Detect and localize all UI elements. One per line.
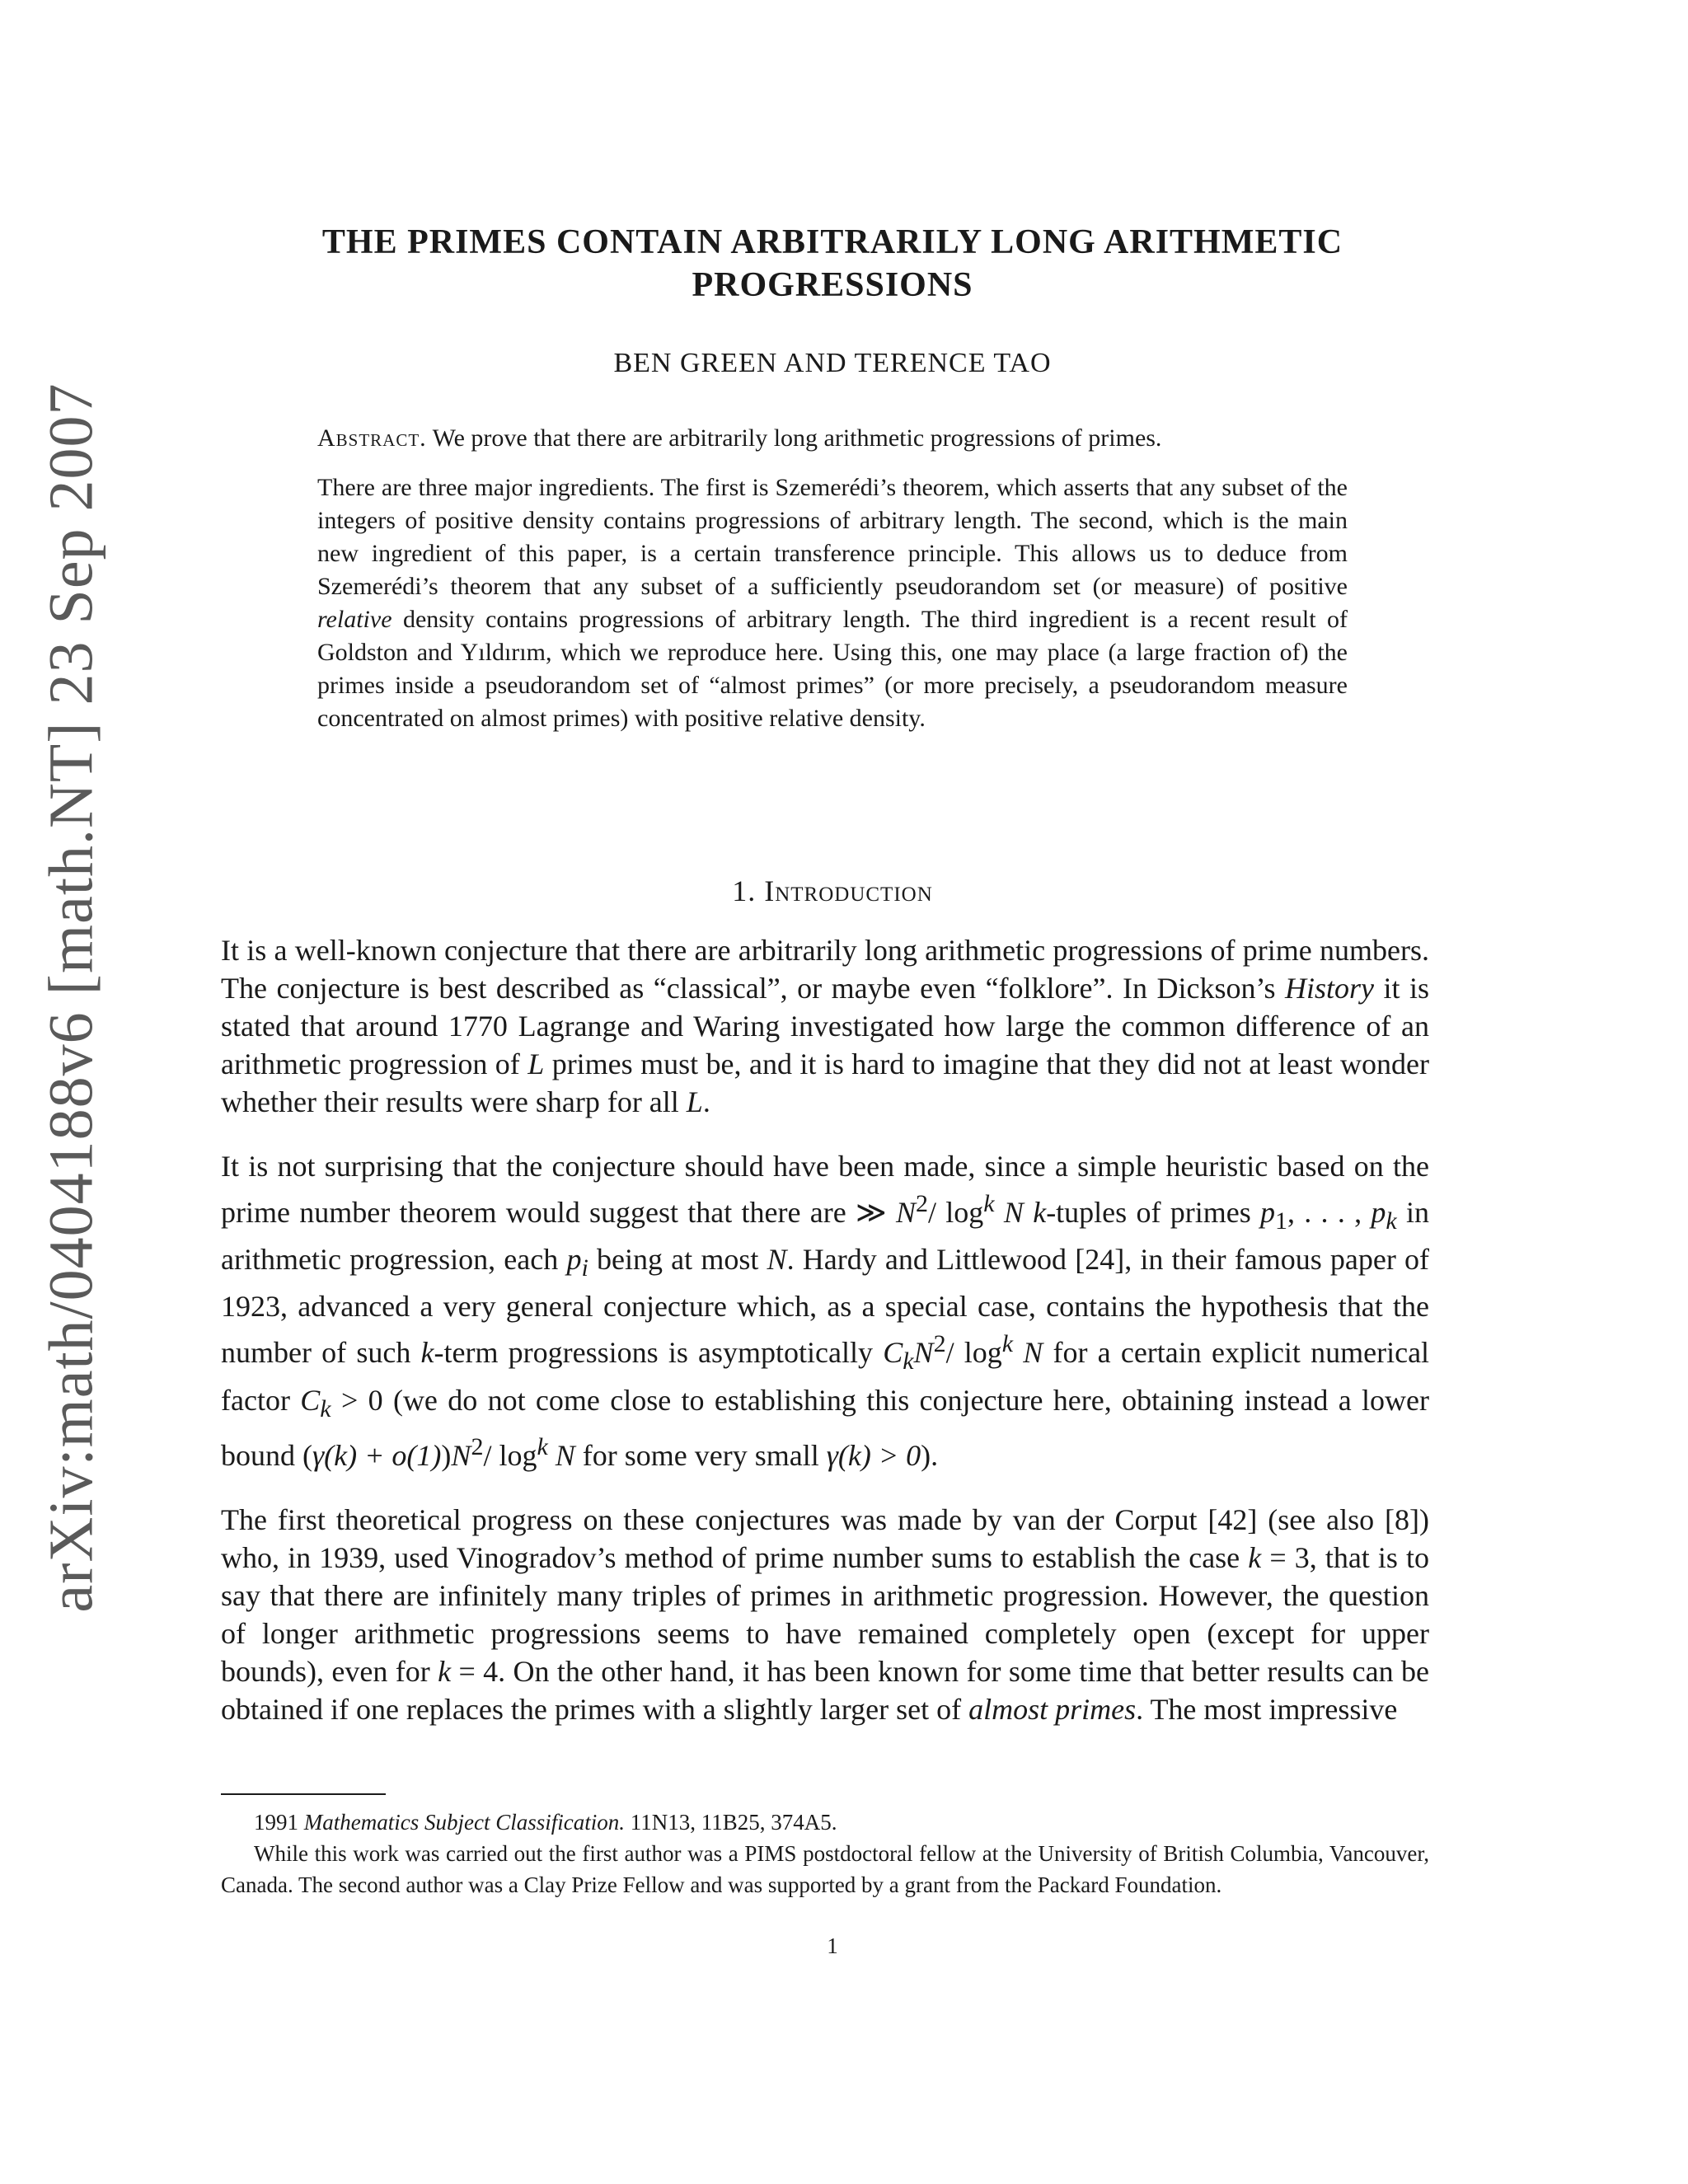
- footnote-msc: [221, 1807, 1429, 1838]
- math: p: [566, 1243, 582, 1277]
- section-heading-introduction: 1. Introduction: [732, 874, 933, 907]
- text: in arithmetic progression, each: [221, 1196, 1430, 1277]
- math: / log: [483, 1438, 537, 1472]
- paragraph-3: [221, 1501, 1429, 1728]
- math: k: [420, 1336, 434, 1370]
- text: .: [702, 1085, 710, 1118]
- math: k: [438, 1654, 452, 1688]
- abstract-first-text: We prove that there are arbitrarily long arithmetic progressions of primes.: [432, 424, 1162, 452]
- math: γ(k) > 0: [826, 1438, 921, 1472]
- abstract-body-paragraph: [317, 471, 1348, 735]
- abstract: [317, 422, 1348, 752]
- body-text: [221, 931, 1429, 1755]
- math: / log: [945, 1336, 1002, 1370]
- footnote-funding: While this work was carried out the first author was a PIMS postdoctoral fellow at the University of British Columbia, Vancouver, Canada. The second author was a Clay Prize Fellow and was supported by a grant from the Packard Foundation.: [221, 1841, 1429, 1897]
- abstract-label: Abstract.: [317, 424, 427, 452]
- text: it is stated that around 1770 Lagrange and Waring investigated how large the common difference of an arithmetic progression of: [221, 972, 1429, 1080]
- math: k: [983, 1190, 995, 1217]
- math: N: [767, 1243, 787, 1277]
- math: C: [883, 1336, 903, 1370]
- arxiv-stamp: [35, 382, 109, 1613]
- footnotes: [221, 1807, 1429, 1900]
- emphasis-almost-primes: almost primes: [968, 1692, 1137, 1726]
- math: 1: [1274, 1207, 1287, 1235]
- math-L: L: [686, 1085, 703, 1118]
- math: k: [537, 1432, 548, 1460]
- math: N: [1023, 1336, 1043, 1370]
- math: N: [913, 1336, 934, 1370]
- abstract-first-paragraph: [317, 422, 1348, 455]
- paragraph-2: It is not surprising that the conjecture should have been made, since a simple heuristic based on the prime number theorem would suggest that there are ≫ $N^2/$ $\log^k N$ k-tuples of primes $p_1$, . . . , $p_k$ in arithmetic progression, each $p_i$ being at most N. Hardy and Littlewood [24], in their famous paper of 1923, advanced a very general conjecture which, as a special case, contains the hypothesis that the number of such k-term progressions is asymptotically $C_kN^2/$ $\log^k N$ for a certain explicit numerical factor $C_k > 0$ (we do not come close to establishing this conjecture here, obtaining instead a lower bound $(\gamma(k) + o(1))N^2/$ $\log^k N$ for some very small γ(k) > 0).: [221, 1150, 1430, 1472]
- math: , . . . ,: [1287, 1196, 1362, 1229]
- math: 2: [933, 1330, 946, 1358]
- text: being at most: [596, 1243, 759, 1277]
- math: N: [1003, 1196, 1024, 1229]
- abstract-text: density contains progressions of arbitrary length. The third ingredient is a recent result of Goldston and Yıldırım, which we reproduce here. Using this, one may place (a large fraction of) the primes inside a pseudorandom set of “almost primes” (or more precisely, a pseudorandom measure concentrated on almost primes) with positive relative density.: [317, 606, 1348, 732]
- arxiv-stamp-text: arXiv:math/0404188v6 [math.NT] 23 Sep 2007: [36, 382, 106, 1613]
- page-number: 1: [827, 1933, 838, 1958]
- footnote-rule: [221, 1793, 386, 1795]
- math: p: [1259, 1196, 1275, 1229]
- text: = 3, that is to say that there are infinitely many triples of primes in arithmetic progression. However, the question of longer arithmetic progressions seems to have remained completely open (except for upper bounds), even for: [221, 1540, 1430, 1688]
- text: > 0 (we do not come close to establishing this conjecture here, obtaining instead a lower bound (: [221, 1383, 1430, 1472]
- math: N: [895, 1196, 916, 1229]
- msc-year: 1991: [254, 1810, 298, 1835]
- text: primes must be, and it is hard to imagine that they did not at least wonder whether their results were sharp for all: [221, 1047, 1430, 1118]
- math: k: [903, 1347, 914, 1376]
- math: k: [1248, 1540, 1262, 1574]
- abstract-emphasis-relative: relative: [317, 606, 392, 633]
- paper-authors: BEN GREEN AND TERENCE TAO: [613, 348, 1052, 378]
- math: γ(k) + o(1): [312, 1438, 442, 1472]
- text: -term progressions is asymptotically: [434, 1336, 873, 1370]
- paper-title-line-2: PROGRESSIONS: [692, 266, 973, 304]
- text: -tuples of primes: [1046, 1196, 1251, 1229]
- text: for a certain explicit numerical factor: [221, 1336, 1430, 1417]
- math: p: [1371, 1196, 1386, 1229]
- math-L: L: [528, 1047, 545, 1080]
- paragraph-1: [221, 931, 1429, 1121]
- math: / log: [928, 1196, 984, 1229]
- msc-label: Mathematics Subject Classification.: [303, 1810, 625, 1835]
- paper-title: [223, 221, 1442, 307]
- math: k: [1001, 1330, 1014, 1358]
- text: It is not surprising that the conjecture should have been made, since a simple heuristic based on the prime number theorem would suggest that there are ≫: [221, 1150, 1429, 1229]
- msc-codes: 11N13, 11B25, 374A5.: [630, 1810, 837, 1835]
- text: . The most impressive: [1136, 1692, 1398, 1726]
- abstract-text: There are three major ingredients. The first is Szemerédi’s theorem, which asserts that any subset of the integers of positive density contains progressions of arbitrary length. The second, which is the main new ingredient of this paper, is a certain transference principle. This allows us to deduce from Szemerédi’s theorem that any subset of a sufficiently pseudorandom set (or measure) of positive: [317, 474, 1348, 600]
- text: for some very small: [582, 1438, 819, 1472]
- math: 2: [471, 1432, 484, 1460]
- paper-title-line-1: THE PRIMES CONTAIN ARBITRARILY LONG ARITHMETIC: [321, 223, 1343, 261]
- emphasis-history: History: [1284, 972, 1374, 1005]
- math: ): [441, 1438, 452, 1472]
- math: N: [451, 1438, 471, 1472]
- text: It is a well-known conjecture that there are arbitrarily long arithmetic progressions of prime numbers. The conjecture is best described as “classical”, or maybe even “folklore”. In Dickson’s: [221, 934, 1429, 1005]
- math: i: [581, 1254, 588, 1282]
- math: k: [320, 1394, 331, 1422]
- text: = 4. On the other hand, it has been known for some time that better results can be obtained if one replaces the primes with a slightly larger set of: [221, 1654, 1430, 1726]
- text: . Hardy and Littlewood [24], in their famous paper of 1923, advanced a very general conjecture which, as a special case, contains the hypothesis that the number of such: [221, 1243, 1430, 1370]
- math: k: [1386, 1207, 1397, 1235]
- text: ).: [921, 1438, 939, 1472]
- math: 2: [916, 1190, 928, 1217]
- math: C: [300, 1383, 321, 1417]
- text: The first theoretical progress on these conjectures was made by van der Corput [42] (see also [8]) who, in 1939, used Vinogradov’s method of prime number sums to establish the case: [221, 1502, 1429, 1574]
- math: N: [555, 1438, 575, 1472]
